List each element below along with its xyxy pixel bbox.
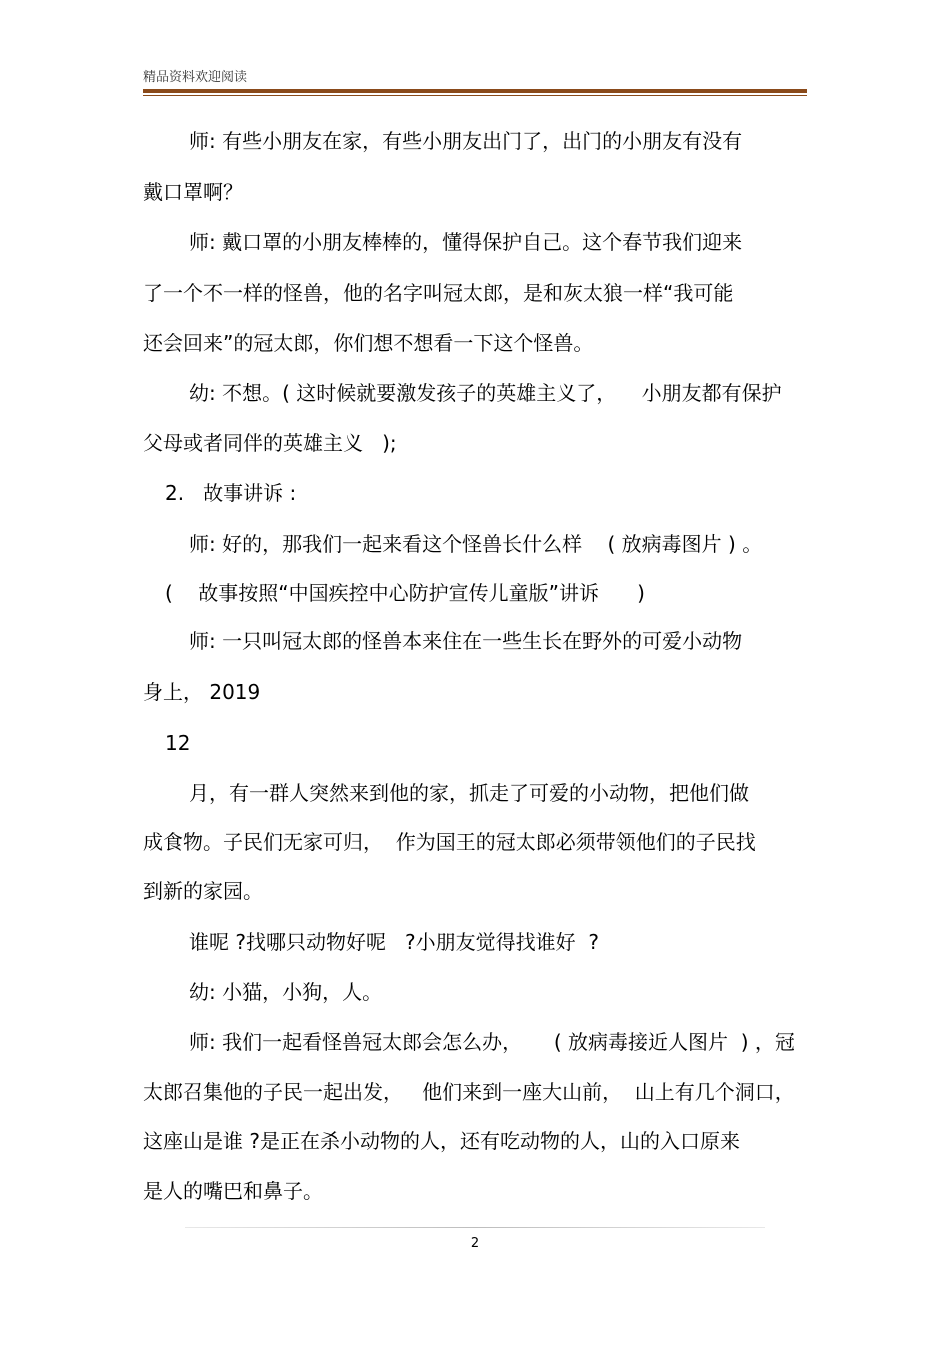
footer-rule [185, 1227, 765, 1228]
header-rule-thin [143, 95, 807, 96]
header-text: 精品资料欢迎阅读 [143, 70, 248, 85]
text-line: 师: 一只叫冠太郎的怪兽本来住在一些生长在野外的可爱小动物 [189, 629, 743, 653]
text-line: 这座山是谁 ?是正在杀小动物的人，还有吃动物的人，山的入口原来 [143, 1129, 740, 1153]
text-line: 成食物。子民们无家可归， 作为国王的冠太郎必须带领他们的子民找 [143, 830, 756, 854]
text-line: 月，有一群人突然来到他的家，抓走了可爱的小动物，把他们做 [189, 781, 749, 805]
header-rule-thick [143, 89, 807, 93]
text-line: 师: 有些小朋友在家，有些小朋友出门了，出门的小朋友有没有 [189, 129, 743, 153]
text-line: 了一个不一样的怪兽，他的名字叫冠太郎，是和灰太狼一样“我可能 [143, 281, 734, 305]
text-line: 幼: 不想。( 这时候就要激发孩子的英雄主义了， 小朋友都有保护 [189, 381, 782, 405]
text-line: 12 [165, 731, 191, 755]
page-number: 2 [470, 1236, 480, 1251]
text-line: 太郎召集他的子民一起出发， 他们来到一座大山前， 山上有几个洞口， [143, 1080, 795, 1104]
text-line: 父母或者同伴的英雄主义 ); [143, 431, 397, 455]
text-line: 师: 好的，那我们一起来看这个怪兽长什么样 ( 放病毒图片 ) 。 [189, 532, 763, 556]
text-line: 身上， 2019 [143, 680, 261, 704]
text-line: 师: 我们一起看怪兽冠太郎会怎么办， ( 放病毒接近人图片 ) ，冠 [189, 1030, 795, 1054]
text-line: 还会回来”的冠太郎，你们想不想看一下这个怪兽。 [143, 331, 594, 355]
text-line: 戴口罩啊？ [143, 180, 243, 204]
text-line: 师: 戴口罩的小朋友棒棒的，懂得保护自己。这个春节我们迎来 [189, 230, 743, 254]
text-line: ( 故事按照“中国疾控中心防护宣传儿童版”讲诉 ) [165, 581, 645, 605]
text-line: 是人的嘴巴和鼻子。 [143, 1179, 323, 1203]
text-line: 2. 故事讲诉 : [165, 481, 297, 505]
text-line: 谁呢 ?找哪只动物好呢 ?小朋友觉得找谁好 ? [189, 930, 599, 954]
text-line: 幼: 小猫，小狗，人。 [189, 980, 383, 1004]
text-line: 到新的家园。 [143, 879, 263, 903]
